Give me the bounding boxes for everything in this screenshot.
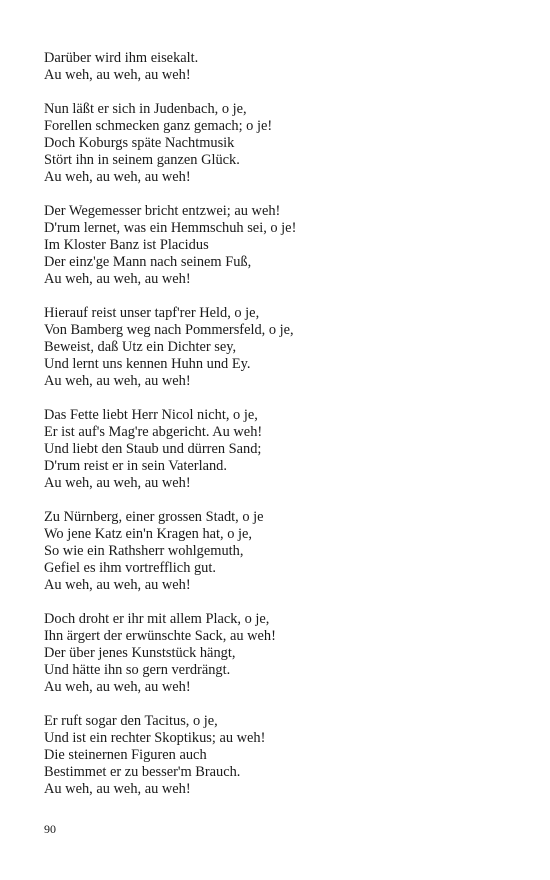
stanza-2	[44, 101, 524, 186]
verse-line: Wo jene Katz ein'n Kragen hat, o je,	[44, 526, 253, 542]
verse-line: Und lernt uns kennen Huhn und Ey.	[44, 356, 251, 372]
verse-line: Und hätte ihn so gern verdrängt.	[44, 662, 231, 678]
verse-line: Au weh, au weh, au weh!	[44, 67, 191, 83]
verse-line: Doch Koburgs späte Nachtmusik	[44, 135, 235, 151]
stanza-7	[44, 611, 524, 696]
verse-line: Doch droht er ihr mit allem Plack, o je,	[44, 611, 270, 627]
verse-line: Im Kloster Banz ist Placidus	[44, 237, 209, 253]
verse-line: Beweist, daß Utz ein Dichter sey,	[44, 339, 237, 355]
verse-line: Darüber wird ihm eisekalt.	[44, 50, 199, 66]
verse-line: Au weh, au weh, au weh!	[44, 577, 191, 593]
verse-line: Au weh, au weh, au weh!	[44, 271, 191, 287]
stanza-8	[44, 713, 524, 798]
verse-line: Von Bamberg weg nach Pommersfeld, o je,	[44, 322, 294, 338]
verse-line: Der über jenes Kunststück hängt,	[44, 645, 236, 661]
page-number: 90	[44, 822, 56, 836]
verse-line: Der einz'ge Mann nach seinem Fuß,	[44, 254, 252, 270]
verse-line: Und ist ein rechter Skoptikus; au weh!	[44, 730, 266, 746]
verse-line: Au weh, au weh, au weh!	[44, 679, 191, 695]
verse-line: Nun läßt er sich in Judenbach, o je,	[44, 101, 247, 117]
stanza-4	[44, 305, 524, 390]
verse-line: Stört ihn in seinem ganzen Glück.	[44, 152, 240, 168]
verse-line: Gefiel es ihm vortrefflich gut.	[44, 560, 216, 576]
verse-line: Die steinernen Figuren auch	[44, 747, 207, 763]
verse-line: Bestimmet er zu besser'm Brauch.	[44, 764, 241, 780]
stanza-5	[44, 407, 524, 492]
poem-body	[44, 50, 524, 815]
stanza-6	[44, 509, 524, 594]
verse-line: Er ist auf's Mag're abgericht. Au weh!	[44, 424, 263, 440]
stanza-3	[44, 203, 524, 288]
verse-line: Au weh, au weh, au weh!	[44, 781, 191, 797]
verse-line: Forellen schmecken ganz gemach; o je!	[44, 118, 273, 134]
verse-line: D'rum lernet, was ein Hemmschuh sei, o je!	[44, 220, 297, 236]
verse-line: Zu Nürnberg, einer grossen Stadt, o je	[44, 509, 264, 525]
verse-line: Au weh, au weh, au weh!	[44, 169, 191, 185]
verse-line: Au weh, au weh, au weh!	[44, 373, 191, 389]
verse-line: Hierauf reist unser tapf'rer Held, o je,	[44, 305, 260, 321]
verse-line: Er ruft sogar den Tacitus, o je,	[44, 713, 218, 729]
verse-line: Und liebt den Staub und dürren Sand;	[44, 441, 262, 457]
verse-line: Der Wegemesser bricht entzwei; au weh!	[44, 203, 281, 219]
verse-line: Au weh, au weh, au weh!	[44, 475, 191, 491]
verse-line: Ihn ärgert der erwünschte Sack, au weh!	[44, 628, 276, 644]
verse-line: D'rum reist er in sein Vaterland.	[44, 458, 227, 474]
stanza-1	[44, 50, 524, 84]
verse-line: So wie ein Rathsherr wohlgemuth,	[44, 543, 244, 559]
verse-line: Das Fette liebt Herr Nicol nicht, o je,	[44, 407, 258, 423]
